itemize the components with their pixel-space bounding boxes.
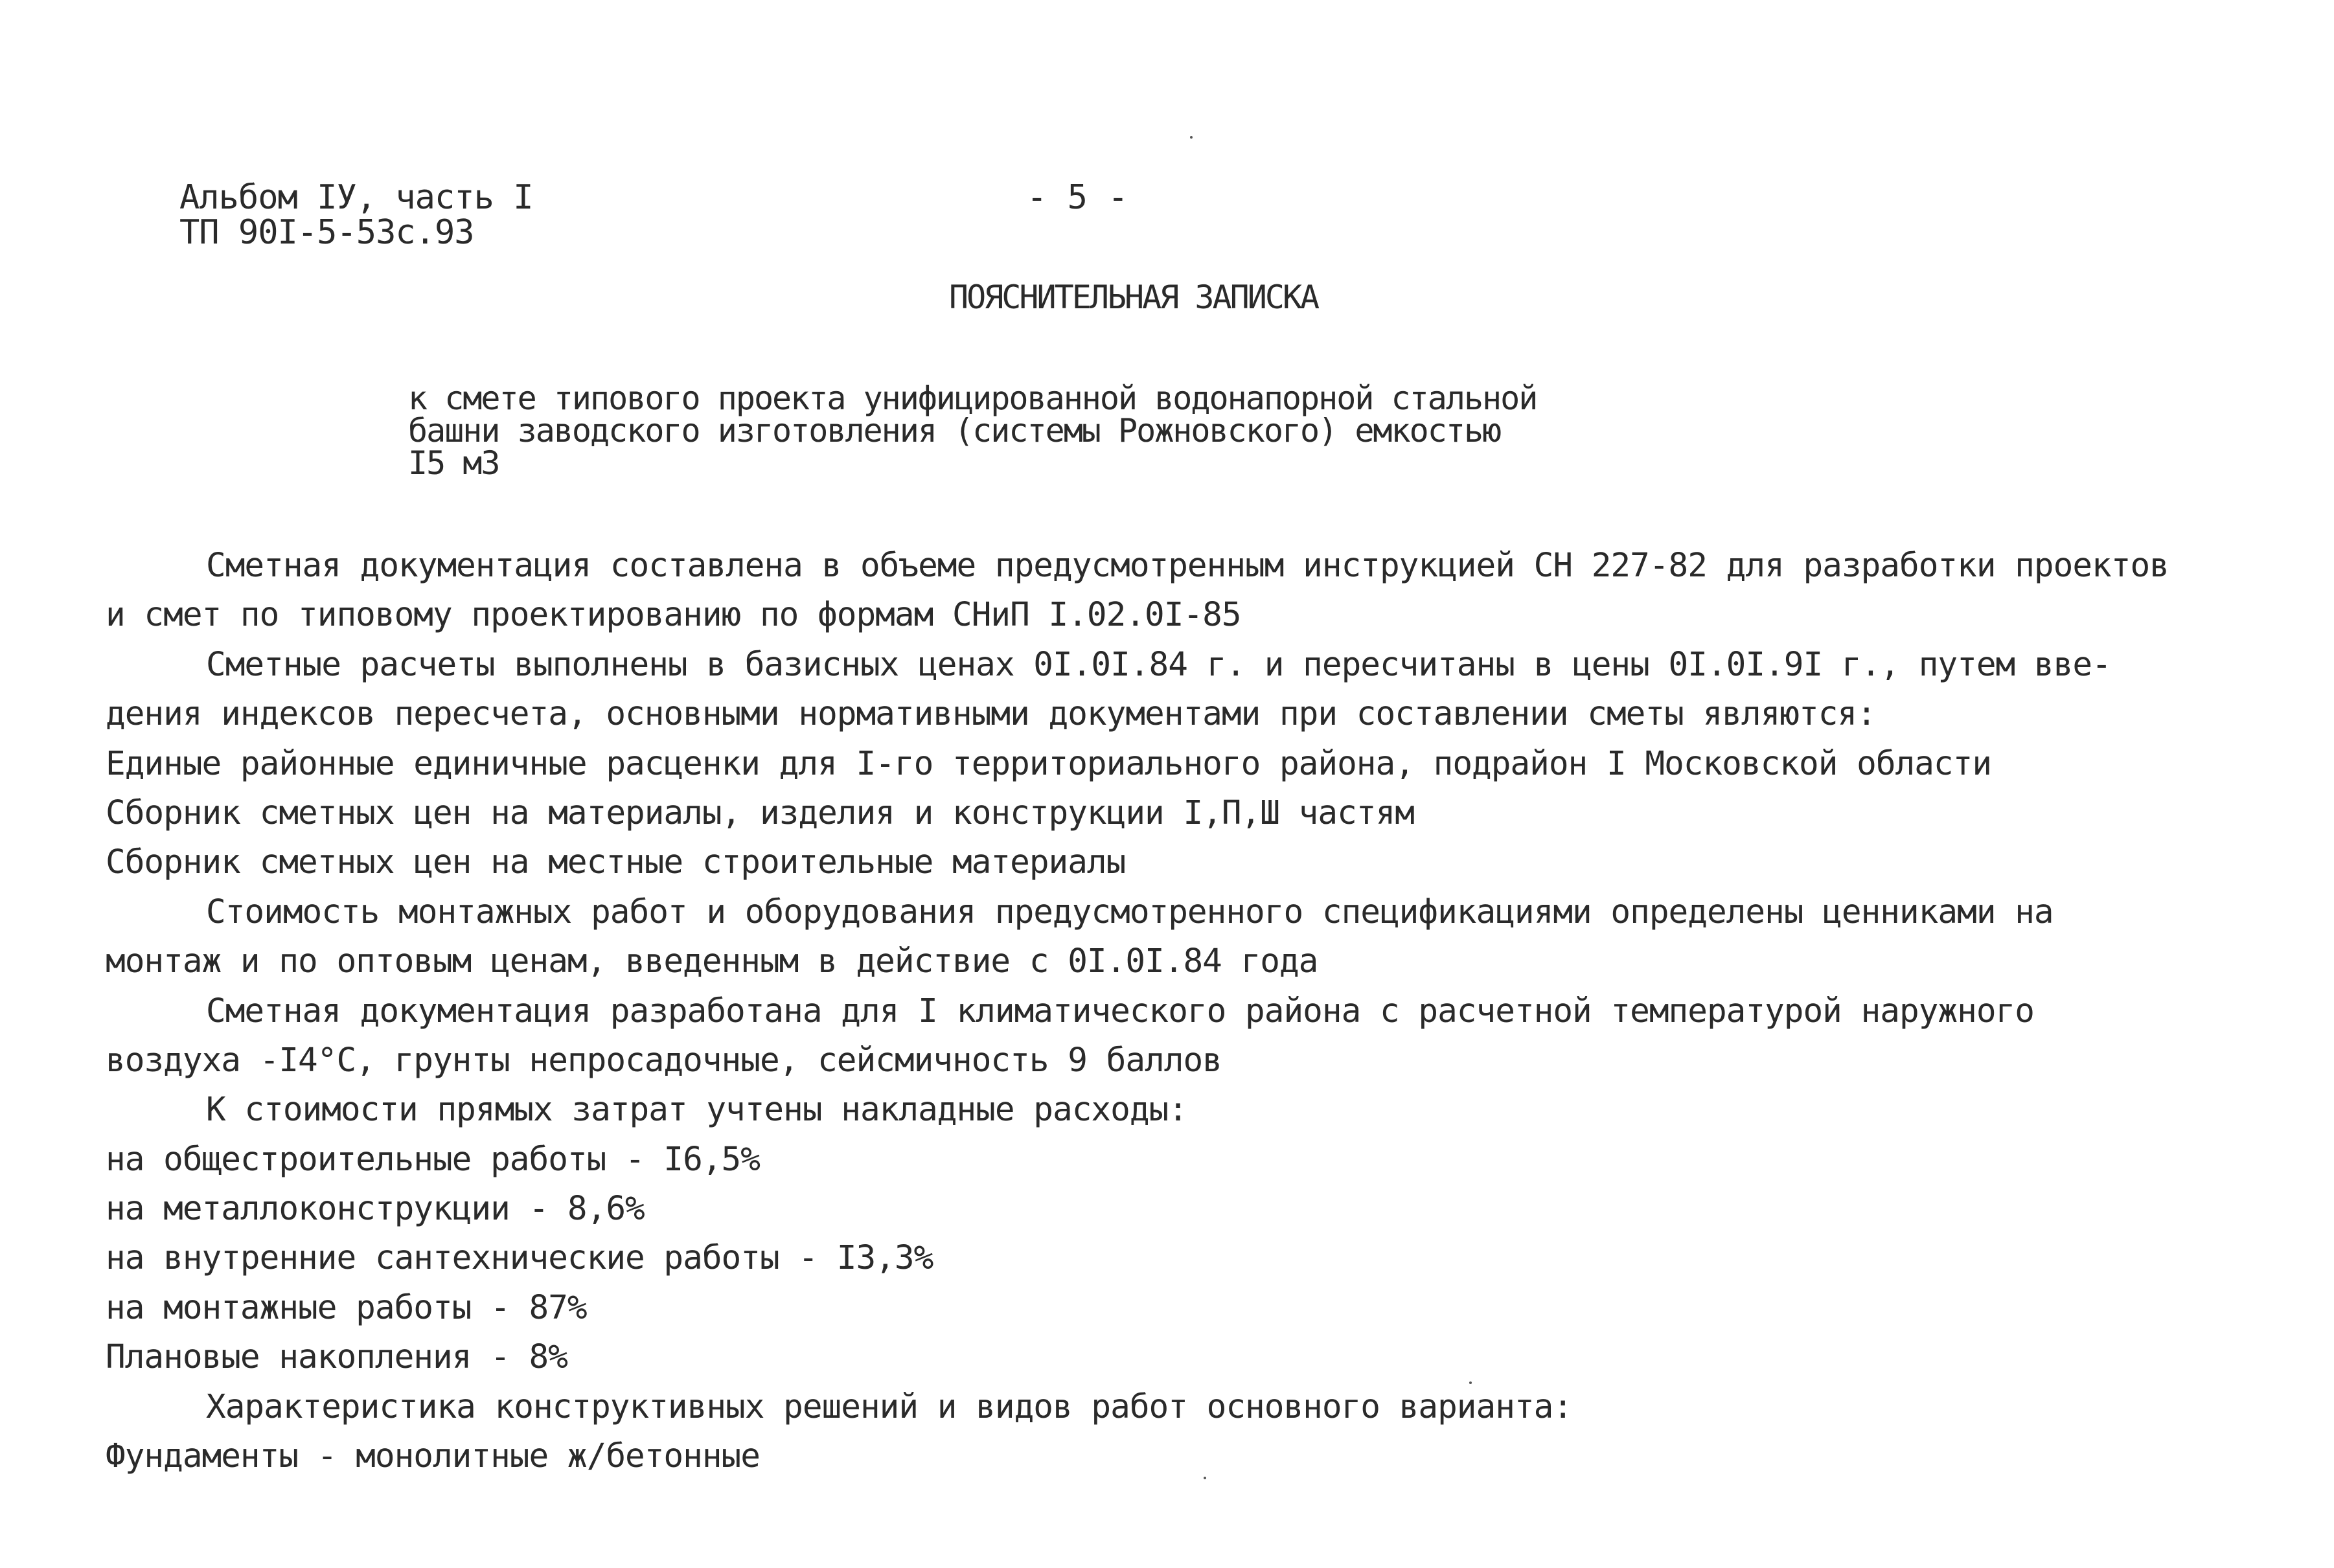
text-line: Сборник сметных цен на материалы, изделия и конструкции I,П,Ш частям xyxy=(106,793,1414,832)
project-code: ТП 90I-5-53с.93 xyxy=(179,213,474,252)
page-number: - 5 - xyxy=(1027,178,1128,217)
text-line: Сметная документация разработана для I климатического района с расчетной температурой наружного xyxy=(206,992,2034,1030)
text-line: на монтажные работы - 87% xyxy=(106,1288,587,1327)
subtitle-line: I5 м3 xyxy=(408,444,499,482)
document-title: ПОЯСНИТЕЛЬНАЯ ЗАПИСКА xyxy=(949,278,1318,316)
document-subtitle xyxy=(408,380,1537,482)
text-line: и смет по типовому проектированию по формам СНиП I.02.0I-85 xyxy=(106,596,1241,635)
text-line: на внутренние сантехнические работы - I3,3% xyxy=(106,1239,933,1278)
scan-speck xyxy=(1204,1477,1206,1479)
text-line: воздуха -I4°С, грунты непросадочные, сейсмичность 9 баллов xyxy=(106,1041,1222,1080)
text-line: Сметные расчеты выполнены в базисных ценах 0I.0I.84 г. и пересчитаны в цены 0I.0I.9I г., путем вве- xyxy=(206,645,2111,684)
scan-speck xyxy=(1469,1381,1472,1384)
text-line: Сметная документация составлена в объеме предусмотренным инструкцией СН 227-82 для разработки проектов xyxy=(206,547,2169,585)
text-line: Характеристика конструктивных решений и видов работ основного варианта: xyxy=(206,1387,1573,1426)
text-line: Стоимость монтажных работ и оборудования предусмотренного спецификациями определены ценниками на xyxy=(206,892,2054,931)
text-line: Плановые накопления - 8% xyxy=(106,1338,567,1377)
text-line: Сборник сметных цен на местные строительные материалы xyxy=(106,843,1126,882)
header-block xyxy=(179,180,533,250)
scan-speck xyxy=(1190,136,1193,139)
text-line: на металлоконструкции - 8,6% xyxy=(106,1190,645,1229)
text-line: дения индексов пересчета, основными нормативными документами при составлении сметы являются: xyxy=(106,695,1876,734)
body-text xyxy=(106,541,2269,1481)
subtitle-line: к смете типового проекта унифицированной водонапорной стальной xyxy=(408,380,1537,417)
text-line: Фундаменты - монолитные ж/бетонные xyxy=(106,1437,760,1476)
text-line: К стоимости прямых затрат учтены накладные расходы: xyxy=(206,1091,1187,1130)
text-line: Единые районные единичные расценки для I-го территориального района, подрайон I Московской области xyxy=(106,744,1992,783)
subtitle-line: башни заводского изготовления (системы Рожновского) емкостью xyxy=(408,412,1501,449)
album-label: Альбом IУ, часть I xyxy=(179,178,533,217)
text-line: монтаж и по оптовым ценам, введенным в действие с 0I.0I.84 года xyxy=(106,942,1318,981)
text-line: на общестроительные работы - I6,5% xyxy=(106,1140,760,1179)
